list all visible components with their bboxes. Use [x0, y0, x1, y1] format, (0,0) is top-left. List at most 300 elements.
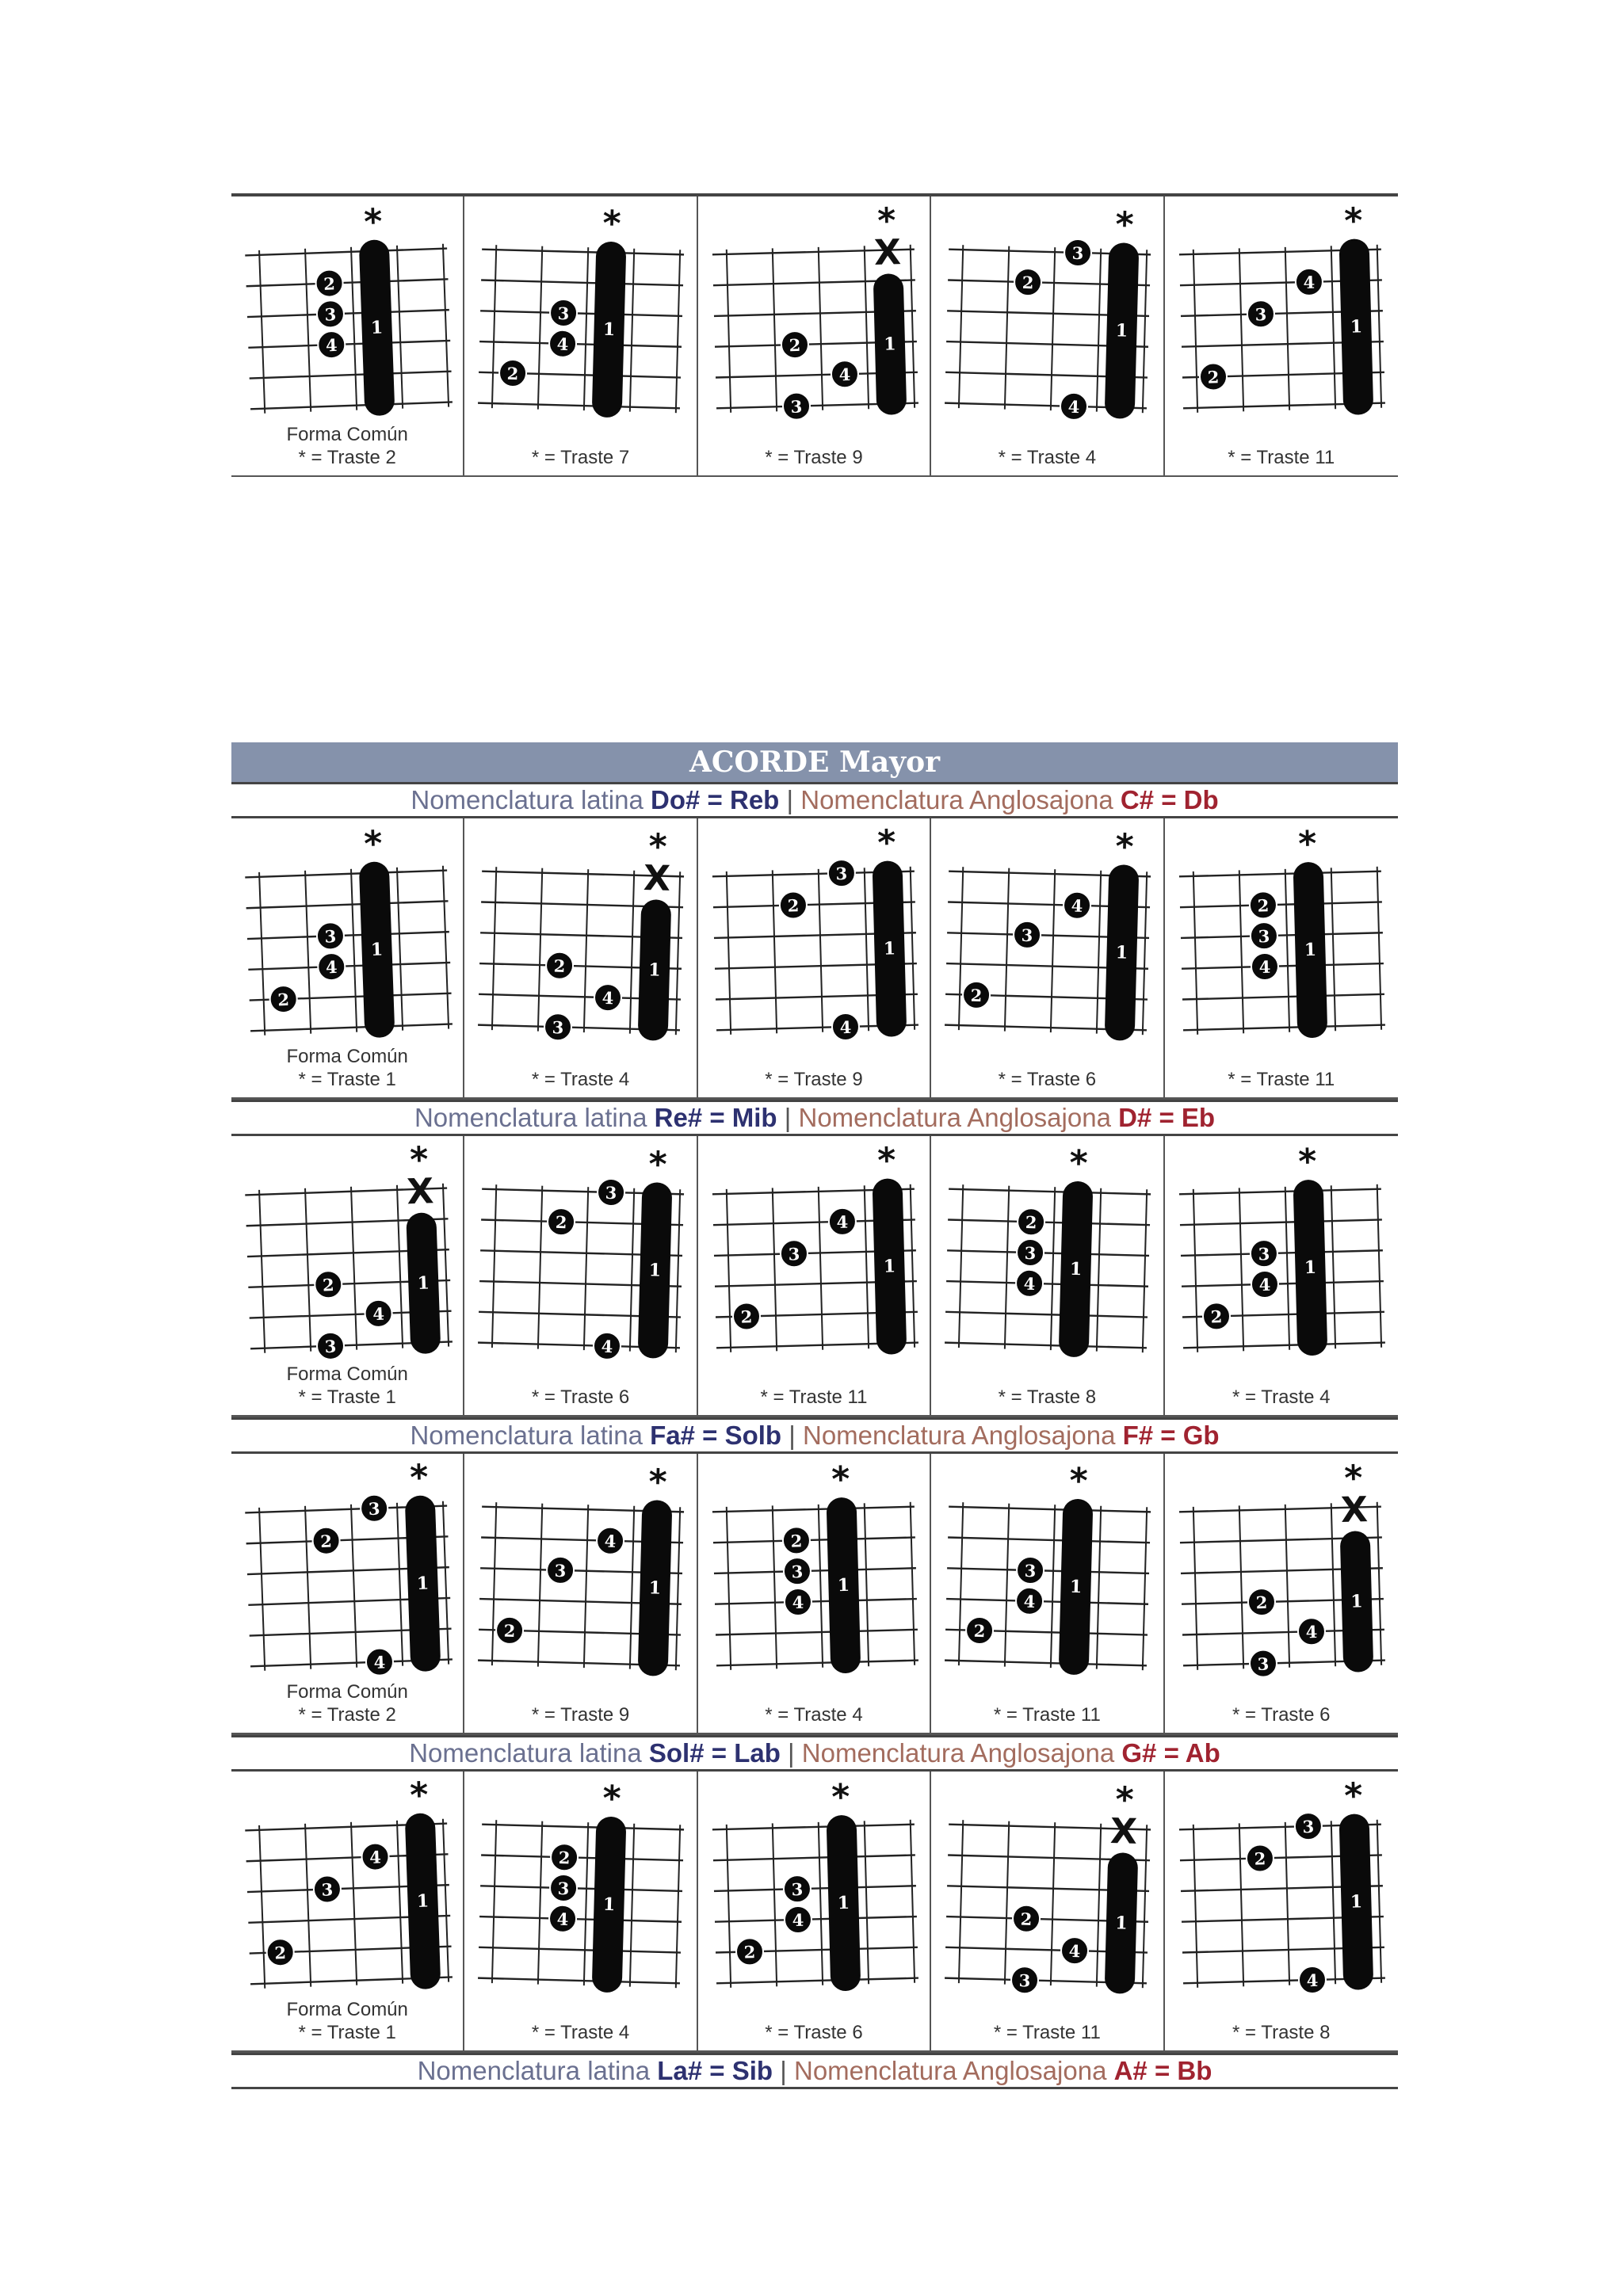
chord-caption — [698, 1068, 930, 1091]
fret-line — [630, 1824, 634, 1987]
fret-marker: * — [1115, 1779, 1135, 1821]
string-line — [247, 932, 449, 939]
finger-number: 2 — [970, 985, 983, 1006]
fret-marker: * — [648, 1462, 668, 1503]
string-line — [247, 310, 449, 317]
fret-line — [443, 244, 449, 407]
chord-diagram-icon — [464, 818, 697, 1048]
caption-line: * = Traste 11 — [1228, 447, 1335, 468]
caption-line: * = Traste 11 — [1228, 1069, 1335, 1090]
chord-diagram-icon — [231, 818, 464, 1048]
fret-line — [351, 1822, 357, 1985]
fret-line — [1377, 1184, 1381, 1348]
fret-line — [630, 871, 634, 1034]
finger-number: 2 — [1206, 367, 1220, 387]
finger-number: 3 — [791, 1561, 804, 1582]
fret-line — [1377, 867, 1381, 1030]
finger-number: 1 — [417, 1272, 430, 1294]
fret-line — [305, 249, 311, 412]
finger-number: 1 — [370, 317, 384, 338]
string-line — [949, 1507, 1151, 1512]
fret-line — [676, 250, 680, 413]
chord-cell — [1165, 1454, 1398, 1733]
chord-cell — [931, 818, 1164, 1097]
fret-marker: * — [876, 822, 896, 864]
finger-number: 3 — [552, 1017, 565, 1038]
string-line — [947, 1250, 1149, 1256]
fret-line — [865, 1185, 869, 1348]
chord-diagram-icon — [1165, 1772, 1398, 2001]
chord-cell — [1165, 196, 1398, 475]
latin-value: Re# = Mib — [654, 1103, 777, 1132]
finger-number: 3 — [557, 303, 571, 324]
finger-number: 4 — [1071, 895, 1083, 916]
finger-number: 1 — [883, 334, 896, 355]
string-line — [478, 403, 680, 409]
chord-diagram-icon — [698, 1136, 931, 1366]
string-line — [945, 1661, 1147, 1666]
fret-marker: * — [409, 1775, 430, 1817]
finger-number: 1 — [837, 1892, 850, 1914]
finger-number: 4 — [836, 1211, 849, 1233]
finger-number: 3 — [1257, 1243, 1270, 1264]
caption-line: * = Traste 4 — [531, 2022, 630, 2043]
fret-line — [397, 1185, 403, 1348]
finger-number: 2 — [1020, 1909, 1033, 1929]
string-line — [245, 249, 447, 256]
chord-caption — [1165, 1386, 1398, 1409]
chord-cell — [231, 1772, 464, 2050]
fret-line — [1051, 869, 1055, 1032]
fret-line — [1051, 1187, 1055, 1350]
fret-line — [351, 1505, 357, 1668]
fret-marker: * — [409, 1457, 430, 1499]
fret-line — [630, 1506, 634, 1669]
finger-number: 4 — [1068, 1940, 1081, 1962]
anglo-value: G# = Ab — [1121, 1738, 1220, 1768]
fret-line — [1377, 1502, 1381, 1665]
fret-line — [819, 1505, 823, 1668]
caption-line: * = Traste 1 — [298, 2022, 396, 2043]
string-line — [1179, 1189, 1381, 1195]
finger-number: 2 — [1256, 895, 1270, 916]
fret-line — [1331, 1821, 1335, 1984]
string-line — [945, 1343, 1147, 1348]
fret-marker: * — [1297, 1141, 1317, 1183]
fret-line — [305, 1188, 311, 1352]
string-line — [1182, 994, 1384, 1000]
fret-line — [259, 872, 265, 1035]
string-line — [479, 1947, 681, 1953]
fret-line — [1143, 1507, 1147, 1670]
anglo-label: Nomenclatura Anglosajona — [801, 1738, 1115, 1768]
finger-number: 3 — [1257, 925, 1270, 947]
finger-number: 3 — [1021, 925, 1033, 946]
caption-line: Forma Común — [286, 1363, 408, 1385]
string-line — [482, 1855, 684, 1860]
string-line — [250, 1024, 453, 1031]
chord-caption — [231, 1998, 463, 2044]
fret-marker: * — [648, 1144, 668, 1185]
string-line — [1181, 1250, 1383, 1256]
chord-sections — [231, 782, 1398, 2089]
caption-line: * = Traste 11 — [993, 1704, 1101, 1726]
chord-caption — [464, 1386, 696, 1409]
caption-line: * = Traste 9 — [765, 1069, 863, 1090]
string-line — [250, 372, 452, 379]
finger-number: 1 — [648, 959, 662, 981]
finger-number: 2 — [1254, 1592, 1268, 1613]
caption-line: * = Traste 6 — [531, 1386, 630, 1408]
finger-number: 4 — [604, 1531, 617, 1551]
separator: | — [788, 1738, 795, 1768]
finger-number: 3 — [1256, 1653, 1270, 1674]
nomenclature-line — [231, 1417, 1398, 1454]
fret-line — [1143, 1825, 1147, 1988]
finger-number: 4 — [372, 1303, 385, 1325]
chord-diagram-icon — [698, 196, 931, 426]
finger-number: 1 — [883, 938, 896, 959]
muted-string-marker: X — [1109, 1811, 1138, 1852]
chord-cell — [231, 1136, 464, 1415]
chord-diagram-icon — [931, 1136, 1164, 1366]
caption-line: Forma Común — [286, 1046, 408, 1067]
chord-caption — [464, 1703, 696, 1726]
chord-diagram-icon — [1165, 818, 1398, 1048]
separator: | — [780, 2056, 787, 2085]
caption-line: * = Traste 6 — [765, 2022, 863, 2043]
finger-number: 1 — [1115, 1913, 1128, 1934]
fret-line — [959, 1820, 963, 1983]
finger-number: 4 — [1067, 396, 1080, 418]
finger-number: 1 — [602, 318, 616, 341]
fret-line — [351, 247, 357, 410]
chord-cell — [464, 1454, 697, 1733]
string-line — [479, 341, 682, 347]
finger-number: 4 — [1304, 1622, 1318, 1642]
finger-number: 2 — [553, 955, 567, 976]
fret-line — [397, 868, 403, 1031]
string-line — [715, 1599, 917, 1604]
string-line — [246, 279, 449, 286]
fret-line — [1239, 248, 1243, 411]
finger-number: 2 — [506, 363, 520, 384]
chord-caption — [931, 1068, 1163, 1091]
finger-number: 2 — [973, 1620, 986, 1642]
finger-number: 3 — [1018, 1970, 1031, 1991]
chord-caption — [698, 2021, 930, 2044]
finger-number: 2 — [789, 334, 801, 356]
chord-caption — [231, 1363, 463, 1409]
fret-line — [1239, 1823, 1243, 1986]
chord-diagram-icon — [464, 1772, 697, 2001]
chord-cell — [464, 1136, 697, 1415]
chord-diagram-icon — [931, 1454, 1164, 1684]
fret-line — [773, 870, 777, 1033]
finger-number: 3 — [1301, 1816, 1315, 1837]
fret-line — [959, 245, 963, 408]
caption-line: * = Traste 7 — [531, 447, 630, 468]
fret-line — [584, 1187, 588, 1350]
fret-marker: * — [1069, 1460, 1089, 1502]
string-line — [714, 1886, 916, 1891]
string-line — [478, 1978, 680, 1984]
finger-number: 3 — [368, 1498, 380, 1520]
finger-number: 2 — [787, 895, 800, 916]
chord-cell — [1165, 818, 1398, 1097]
finger-number: 4 — [369, 1847, 382, 1867]
muted-string-marker: X — [873, 232, 902, 274]
finger-number: 4 — [325, 334, 338, 356]
string-line — [949, 1189, 1151, 1195]
string-line — [248, 963, 450, 970]
finger-number: 1 — [416, 1890, 430, 1912]
finger-number: 3 — [324, 304, 337, 325]
fret-line — [773, 248, 777, 411]
fret-line — [1097, 871, 1101, 1034]
chord-diagram-icon — [931, 196, 1164, 426]
muted-string-marker: X — [1339, 1489, 1369, 1531]
finger-number: 3 — [1024, 1242, 1037, 1264]
finger-number: 1 — [1069, 1258, 1083, 1280]
fret-line — [1285, 1505, 1289, 1668]
chord-caption — [1165, 446, 1398, 469]
chord-caption — [464, 2021, 696, 2044]
fret-line — [1005, 868, 1009, 1032]
fret-line — [1193, 1825, 1197, 1988]
string-line — [947, 1568, 1149, 1573]
chord-diagram-icon — [231, 1454, 464, 1684]
fret-line — [538, 1821, 542, 1985]
fret-line — [1239, 1188, 1243, 1351]
finger-number: 1 — [1349, 316, 1362, 338]
chord-diagram-icon — [231, 196, 464, 426]
fret-line — [1097, 1506, 1101, 1669]
fret-marker: * — [1115, 826, 1135, 868]
string-line — [250, 402, 453, 409]
finger-number: 2 — [322, 1275, 335, 1295]
fret-marker: * — [876, 1140, 896, 1181]
finger-number: 1 — [370, 939, 384, 960]
fret-line — [819, 1822, 823, 1985]
chord-cell — [464, 1772, 697, 2050]
finger-number: 1 — [1115, 320, 1128, 341]
finger-number: 1 — [1349, 1891, 1362, 1913]
finger-number: 3 — [605, 1182, 618, 1203]
fret-line — [1193, 250, 1197, 413]
fret-line — [773, 1505, 777, 1669]
string-line — [483, 1825, 685, 1830]
fret-line — [819, 869, 823, 1032]
chord-row — [231, 818, 1398, 1100]
fret-marker: * — [1115, 204, 1135, 246]
chord-diagram-icon — [464, 1454, 697, 1684]
muted-string-marker: X — [643, 858, 671, 899]
chord-row — [231, 196, 1398, 475]
finger-number: 2 — [323, 273, 336, 294]
fret-line — [676, 1507, 680, 1670]
string-line — [482, 280, 684, 285]
fret-line — [1005, 1821, 1009, 1985]
fret-marker: * — [1297, 823, 1317, 865]
chord-diagram-icon — [698, 818, 931, 1048]
chord-cell — [931, 1772, 1164, 2050]
finger-number: 4 — [1258, 956, 1271, 978]
fret-line — [630, 249, 634, 412]
string-line — [1179, 871, 1381, 877]
finger-number: 1 — [416, 1573, 430, 1594]
fret-line — [443, 1501, 449, 1665]
fret-line — [1005, 1186, 1009, 1349]
fret-line — [676, 1825, 680, 1988]
string-line — [1180, 1219, 1382, 1225]
fret-marker: * — [602, 203, 622, 245]
chord-caption — [231, 423, 463, 469]
fret-line — [538, 246, 542, 410]
latin-label: Nomenclatura latina — [417, 2056, 651, 2085]
finger-number: 2 — [790, 1531, 803, 1551]
finger-number: 2 — [1209, 1306, 1223, 1327]
string-line — [948, 1219, 1150, 1225]
caption-line: * = Traste 11 — [993, 2022, 1101, 2043]
caption-line: Forma Común — [286, 1999, 408, 2020]
caption-line: * = Traste 4 — [765, 1704, 863, 1726]
fret-line — [397, 246, 403, 409]
fret-line — [1239, 1505, 1243, 1669]
nomenclature-line — [231, 782, 1398, 818]
finger-number: 4 — [1023, 1591, 1036, 1611]
finger-number: 2 — [1025, 1212, 1037, 1233]
caption-line: * = Traste 1 — [298, 1386, 396, 1408]
fret-line — [1097, 249, 1101, 412]
fret-line — [538, 868, 542, 1032]
fret-line — [584, 1505, 588, 1668]
string-line — [480, 311, 682, 316]
chord-caption — [698, 1703, 930, 1726]
chord-caption — [231, 1680, 463, 1726]
fret-line — [1377, 245, 1381, 408]
finger-number: 2 — [277, 989, 290, 1010]
string-line — [715, 1917, 917, 1922]
fret-marker: * — [648, 826, 668, 868]
fret-line — [351, 1187, 357, 1350]
chord-cell — [231, 1454, 464, 1733]
anglo-label: Nomenclatura Anglosajona — [794, 2056, 1107, 2085]
string-line — [712, 1825, 915, 1830]
caption-line: * = Traste 6 — [1232, 1704, 1331, 1726]
anglo-label: Nomenclatura Anglosajona — [800, 785, 1113, 814]
fret-line — [492, 1820, 496, 1983]
fret-line — [443, 866, 449, 1029]
finger-number: 3 — [835, 863, 848, 884]
fret-line — [959, 867, 963, 1030]
latin-value: Fa# = Solb — [650, 1421, 782, 1450]
fret-line — [910, 1184, 914, 1348]
fret-line — [1051, 247, 1055, 410]
fret-line — [1285, 1187, 1289, 1350]
latin-value: Do# = Reb — [651, 785, 780, 814]
fret-line — [492, 1502, 496, 1665]
finger-number: 2 — [1253, 1848, 1266, 1869]
chord-cell — [698, 1454, 931, 1733]
string-line — [248, 341, 450, 348]
separator: | — [784, 1103, 792, 1132]
caption-line: * = Traste 4 — [998, 447, 1097, 468]
string-line — [480, 1886, 682, 1891]
finger-number: 2 — [558, 1848, 571, 1868]
fret-line — [584, 1822, 588, 1985]
chord-diagram-icon — [231, 1772, 464, 2001]
fret-marker: * — [1343, 1775, 1363, 1817]
caption-line: * = Traste 2 — [298, 447, 396, 468]
chord-diagram-icon — [1165, 1454, 1398, 1684]
string-line — [1183, 1025, 1385, 1031]
finger-number: 4 — [1023, 1273, 1036, 1294]
fret-line — [443, 1184, 449, 1347]
caption-line: * = Traste 6 — [998, 1069, 1097, 1090]
finger-number: 3 — [788, 1244, 800, 1264]
finger-number: 4 — [839, 1016, 852, 1038]
finger-number: 1 — [1069, 1576, 1083, 1598]
chord-caption — [931, 1386, 1163, 1409]
fret-line — [1143, 1189, 1147, 1352]
latin-label: Nomenclatura latina — [409, 1738, 642, 1768]
finger-number: 4 — [556, 1909, 570, 1929]
fret-line — [1143, 871, 1147, 1035]
fret-line — [259, 1825, 265, 1989]
finger-number: 2 — [743, 1942, 756, 1962]
chord-cell — [1165, 1136, 1398, 1415]
fret-line — [584, 869, 588, 1032]
fret-line — [305, 871, 311, 1034]
chord-cell — [464, 196, 697, 475]
string-line — [479, 1917, 682, 1922]
chord-diagram-icon — [698, 1772, 931, 2001]
string-line — [945, 1312, 1148, 1318]
finger-number: 1 — [1115, 942, 1128, 963]
fret-line — [492, 1184, 496, 1348]
fret-line — [727, 871, 731, 1035]
string-line — [716, 1978, 918, 1984]
string-line — [713, 1537, 915, 1543]
chord-diagram-icon — [1165, 1136, 1398, 1366]
string-line — [483, 250, 685, 255]
chord-caption — [1165, 2021, 1398, 2044]
chord-caption — [1165, 1703, 1398, 1726]
fret-line — [773, 1823, 777, 1986]
string-line — [1181, 933, 1383, 938]
finger-number: 4 — [601, 987, 615, 1009]
anglo-value: D# = Eb — [1118, 1103, 1216, 1132]
fret-line — [305, 1824, 311, 1987]
fret-line — [819, 1187, 823, 1350]
fret-line — [492, 245, 496, 408]
string-line — [716, 1630, 918, 1635]
caption-line: * = Traste 4 — [531, 1069, 630, 1090]
chord-cell — [698, 1772, 931, 2050]
caption-line: * = Traste 1 — [298, 1069, 396, 1090]
finger-number: 4 — [792, 1909, 804, 1931]
chord-diagram-icon — [1165, 196, 1398, 426]
finger-number: 1 — [883, 1256, 896, 1277]
fret-line — [1285, 869, 1289, 1032]
fret-line — [584, 247, 588, 410]
fret-line — [538, 1186, 542, 1349]
fret-line — [1239, 870, 1243, 1033]
fret-marker: * — [831, 1459, 850, 1501]
fret-line — [1377, 1820, 1381, 1983]
caption-line: * = Traste 11 — [760, 1386, 868, 1408]
